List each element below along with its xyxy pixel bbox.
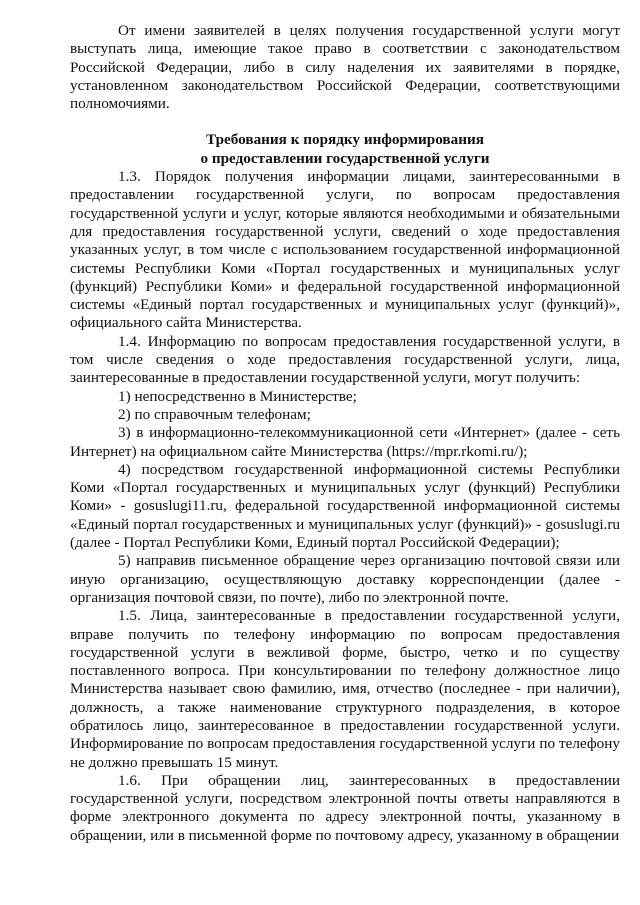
paragraph-1-6: 1.6. При обращении лиц, заинтересованных в предоставлении государственной услуги, посредством электронной почты ответы направляются в форме электронного документа по адресу электронной почты, указанному в обращении, или в письменной форме по почтовому адресу, указанному в обращении	[70, 771, 620, 844]
list-item: 1) непосредственно в Министерстве;	[118, 387, 357, 405]
paragraph-1-4: 1.4. Информацию по вопросам предоставления государственной услуги, в том числе сведения о ходе предоставления государственной услуги, лица, заинтересованные в предоставлении государственной услуги, могут получить:	[70, 332, 620, 387]
list-item: 4) посредством государственной информационной системы Республики Коми «Портал государственных и муниципальных услуг (функций) Республики Коми» - gosuslugi11.ru, федеральной государственной информационной системы «Единый портал государственных и муниципальных услуг (функций)» - gosuslugi.ru (далее - Портал Республики Коми, Единый портал Российской Федерации);	[70, 460, 620, 552]
list-item: 3) в информационно-телекоммуникационной сети «Интернет» (далее - сеть Интернет) на официальном сайте Министерства (https://mpr.rkomi.ru/);	[70, 424, 620, 460]
paragraph-1-3: 1.3. Порядок получения информации лицами, заинтересованными в предоставлении государственной услуги, по вопросам предоставления государственной услуги и услуг, которые являются необходимыми и обязательными для предоставления государственной услуги, сведений о ходе предоставления указанных услуг, в том числе с использованием государственной информационной системы Республики Коми «Портал государственных и муниципальных услуг (функций) Республики Коми» и федеральной государственной информационной системы «Единый портал государственных и муниципальных услуг (функций)», официального сайта Министерства.	[70, 168, 620, 332]
intro-paragraph: От имени заявителей в целях получения государственной услуги могут выступать лица, имеющие такое право в соответствии с законодательством Российской Федерации, либо в силу наделения их заявителями в порядке, установленном законодательством Российской Федерации, соответствующими полномочиями.	[70, 22, 620, 113]
spacer	[70, 113, 620, 131]
section-heading-line-2: о предоставлении государственной услуги	[200, 149, 490, 167]
list-item: 5) направив письменное обращение через организацию почтовой связи или иную организацию, осуществляющую доставку корреспонденции (далее - организация почтовой связи, по почте), либо по электронной почте.	[70, 552, 620, 606]
section-heading-line-1: Требования к порядку информирования	[206, 131, 484, 149]
paragraph-1-5: 1.5. Лица, заинтересованные в предоставлении государственной услуги, вправе получить по телефону информацию по вопросам предоставления государственной услуги в вежливой форме, быстро, четко и по существу поставленного вопроса. При консультировании по телефону должностное лицо Министерства называет свою фамилию, имя, отчество (последнее - при наличии), должность, а также наименование структурного подразделения, в которое обратилось лицо, заинтересованное в предоставлении государственной услуги. Информирование по вопросам предоставления государственной услуги по телефону не должно превышать 15 минут.	[70, 607, 620, 771]
list-item: 2) по справочным телефонам;	[118, 405, 311, 423]
